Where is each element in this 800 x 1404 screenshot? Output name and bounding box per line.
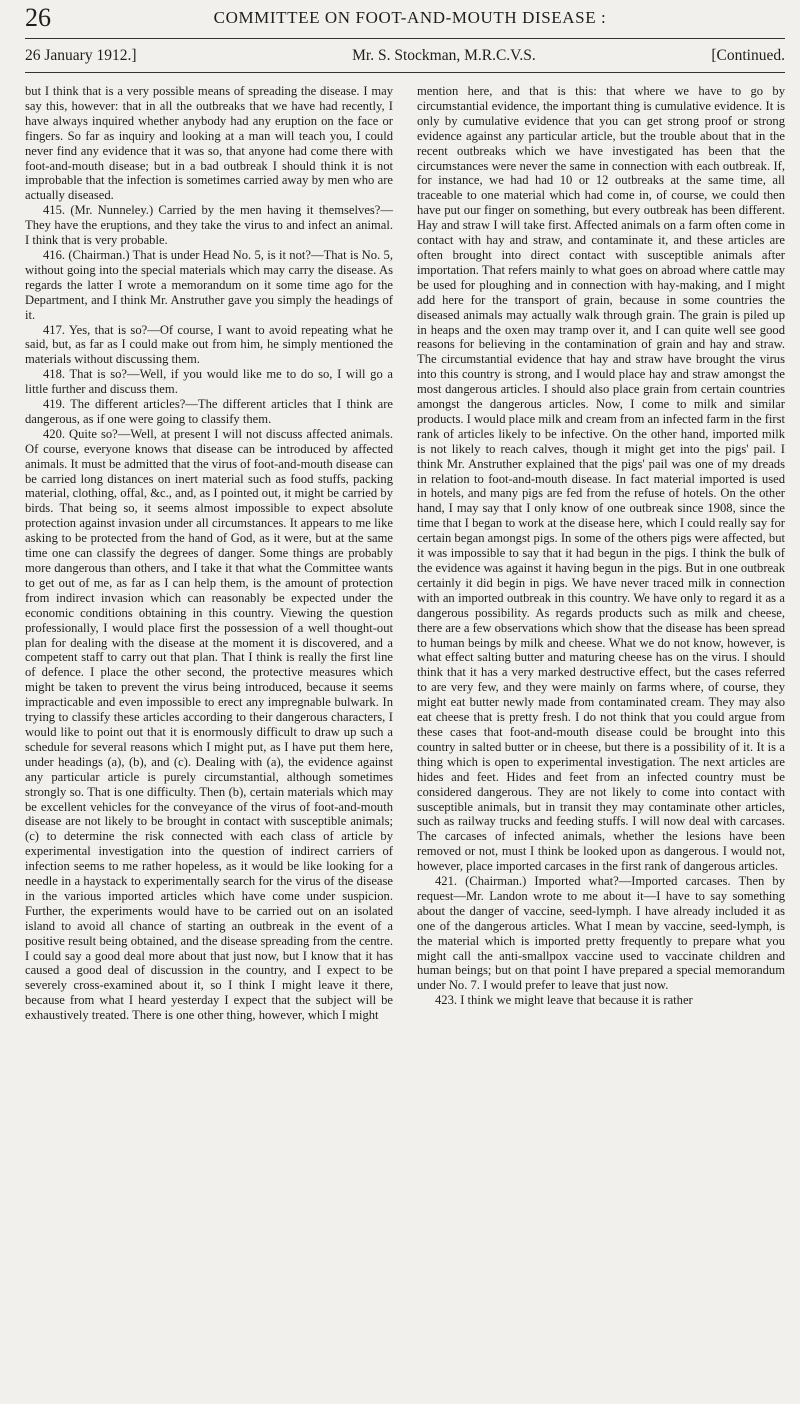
- paragraph: 416. (Chairman.) That is under Head No. 5, is it not?—That is No. 5, without going into the special materials which may carry the disease. As regards the latter I wrote a memorandum on it some time ago for the Department, and I think Mr. Anstruther gave you simply the headings of it.: [25, 247, 393, 322]
- text-columns: [25, 84, 785, 1394]
- paragraph: 420. Quite so?—Well, at present I will not discuss affected animals. Of course, everyone knows that disease can be introduced by affected animals. It must be admitted that the virus of foot-and-mouth disease can be carried long distances on inert material such as food stuffs, packing material, clothing, offal, &c., and, as I pointed out, it might be carried by birds. That being so, it seems almost impossible to expect absolute protection against invasion under all circumstances. It appears to me like asking to be protected from the hand of God, as it were, but at the same time one can classify the degrees of danger. Some things are probably more dangerous than others, and I take it that what the Committee wants to get out of me, as far as I can help them, is the amount of protection from indirect invasion which can reasonably be expected under the economic conditions obtaining in this country. Viewing the question professionally, I would place first the possession of a well thought-out plan for dealing with the disease at the moment it is discovered, and a competent staff to carry out that plan. That I think is really the first line of defence. I place the other second, the protective measures which might be taken to prevent the virus being introduced, because it seems impracticable and even impossible to erect any impregnable bulwark. In trying to classify these articles according to their dangerous characters, I would like to point out that it is enormously difficult to draw up such a schedule for several reasons which I might put, as I have put them here, under headings (a), (b), and (c). Dealing with (a), the evidence against any particular article is purely circumstantial, although sometimes strongly so. That is one difficulty. Then (b), certain materials which may be excellent vehicles for the conveyance of the virus of foot-and-mouth disease are not likely to be brought in contact with susceptible animals; (c) to determine the risk connected with each class of article by experimental investigation into the question of indirect carriers of infection seems to me rather hopeless, as it would be like looking for a needle in a haystack to experimentally search for the virus of the disease in the various imported articles which have come under suspicion. Further, the experiments would have to be carried out on an isolated island to avoid all chance of starting an outbreak in the event of a positive result being obtained, and the disease spreading from the centre. I could say a good deal more about that just now, but I know that it has caused a good deal of discussion in the country, and I expect to be severely cross-examined about it, so I think I might leave it there, because from what I heard yesterday I expect that the subject will be exhaustively treated. There is one other thing, however, which I might: [25, 426, 393, 1023]
- witness-name: Mr. S. Stockman, M.R.C.V.S.: [352, 47, 536, 64]
- paragraph: 418. That is so?—Well, if you would like me to do so, I will go a little further and discuss them.: [25, 367, 393, 397]
- session-date: 26 January 1912.]: [25, 47, 137, 64]
- continued-label: [Continued.: [711, 47, 785, 64]
- paragraph: 423. I think we might leave that because it is rather: [435, 993, 693, 1008]
- paragraph: 421. (Chairman.) Imported what?—Imported carcases. Then by request—Mr. Landon wrote to me about it—I have to say something about the danger of vaccine, seed-lymph. I have already included it as one of the dangerous articles. What I mean by vaccine, seed-lymph, is the material which is imported pretty frequently to prepare what you might call the anti-smallpox vaccine used to vaccinate children and human beings; but on that point I have prepared a special memorandum under No. 7. I would prefer to leave that just now.: [417, 874, 785, 993]
- header-rule-bottom: [25, 72, 785, 73]
- paragraph: but I think that is a very possible means of spreading the disease. I may say this, however: that in all the outbreaks that we have had recently, I have always inquired whether anybody had any eruption on the face or fingers. So far as inquiry and looking at a man will teach you, I could never find any evidence that it was so, that anyone had come there with foot-and-mouth disease; but in a bad outbreak I should think it is not improbable that the infection is sometimes carried away by men who are actually diseased.: [25, 84, 393, 203]
- running-head: [25, 2, 785, 34]
- paragraph: mention here, and that is this: that where we have to go by circumstantial evidence, the important thing is cumulative evidence. It is only by cumulative evidence that you can get strong proof or strong evidence against any particular article, but the trouble about that in the recent outbreaks which we have investigated has been that the circumstances were never the same in connection with each outbreak. If, for instance, we had had 10 or 12 outbreaks at the same time, all traceable to one material which had come in, of course, we could then have put our finger on something, but every outbreak has been different. Hay and straw I will take first. Affected animals on a farm often come in contact with hay and straw, and contaminate it, and these articles are often brought into direct contact with susceptible animals after importation. That refers mainly to what goes on abroad where cattle may be used for ploughing and in connection with hay-making, and I might add here for the transport of grain, because in some countries the diseased animals may actually walk through grain. The grain is piled up in heaps and the oxen may tramp over it, and I can quite well see good reasons for believing in the contamination of grain and hay and straw. The circumstantial evidence that hay and straw have brought the virus into this country is strong, and I would place hay and straw amongst the most dangerous articles. I should also place grain from certain countries amongst the dangerous articles. Now, I come to milk and similar products. I would place milk and cream from an infected farm in the first rank of articles likely to be infective. On the other hand, imported milk is not likely to reach calves, though it might get into the pigs' pail. I think Mr. Anstruther explained that the pigs' pail was one of my dreads in relation to foot-and-mouth disease. In fact material imported is used in hotels, and many pigs are fed from the refuse of hotels. On the other hand, I may say that I only know of one outbreak since 1908, since the time that I began to work at the disease here, which I could really say for certain began amongst pigs. In some of the others pigs were affected, but it was impossible to say that it had begun in the pigs. I think the bulk of the evidence was against it having begun in the pigs. But in one outbreak certainly it did begin in pigs. We have never traced milk in connection with an imported outbreak in this country. We have only to regard it as a dangerous possibility. As regards products such as milk and cheese, there are a few observations which show that the disease has been spread to human beings by milk and cheese. What we do not know, however, is what effect salting butter and maturing cheese has on the virus. I should think that it has a very marked destructive effect, but the cases referred to are very few, and they were mainly on farms where, of course, they might eat butter newly made from contaminated cream. They may also eat cheese that is pretty fresh. I do not think that you could argue from these cases that foot-and-mouth disease could be brought into this country in salted butter or in cheese, but there is a possibility of it. It is a thing which is open to experimental investigation. The next articles are hides and feet. Hides and feet from an infected country must be considered dangerous. They are not likely to come into contact with susceptible animals, but in transit they may contaminate other articles, such as railway trucks and feeding stuffs. I will now deal with carcases. The carcases of infected animals, whether the lesions have been removed or not, must I think be looked upon as dangerous. I would not, however, place imported carcases in the first rank of dangerous articles.: [417, 84, 785, 874]
- subhead: [25, 44, 785, 68]
- running-title: COMMITTEE ON FOOT-AND-MOUTH DISEASE :: [213, 8, 607, 27]
- right-column: [417, 84, 785, 1394]
- page-number: 26: [25, 3, 51, 32]
- paragraph: 419. The different articles?—The different articles that I think are dangerous, as if one were going to classify them.: [25, 397, 393, 426]
- left-column: [25, 84, 393, 1394]
- paragraph: 417. Yes, that is so?—Of course, I want to avoid repeating what he said, but, as far as I could make out from him, he simply mentioned the materials without discussing them.: [25, 322, 393, 367]
- paragraph: 415. (Mr. Nunneley.) Carried by the men having it themselves?—They have the eruptions, and they take the virus to and infect an animal. I think that is very probable.: [25, 203, 393, 248]
- header-rule-top: [25, 38, 785, 39]
